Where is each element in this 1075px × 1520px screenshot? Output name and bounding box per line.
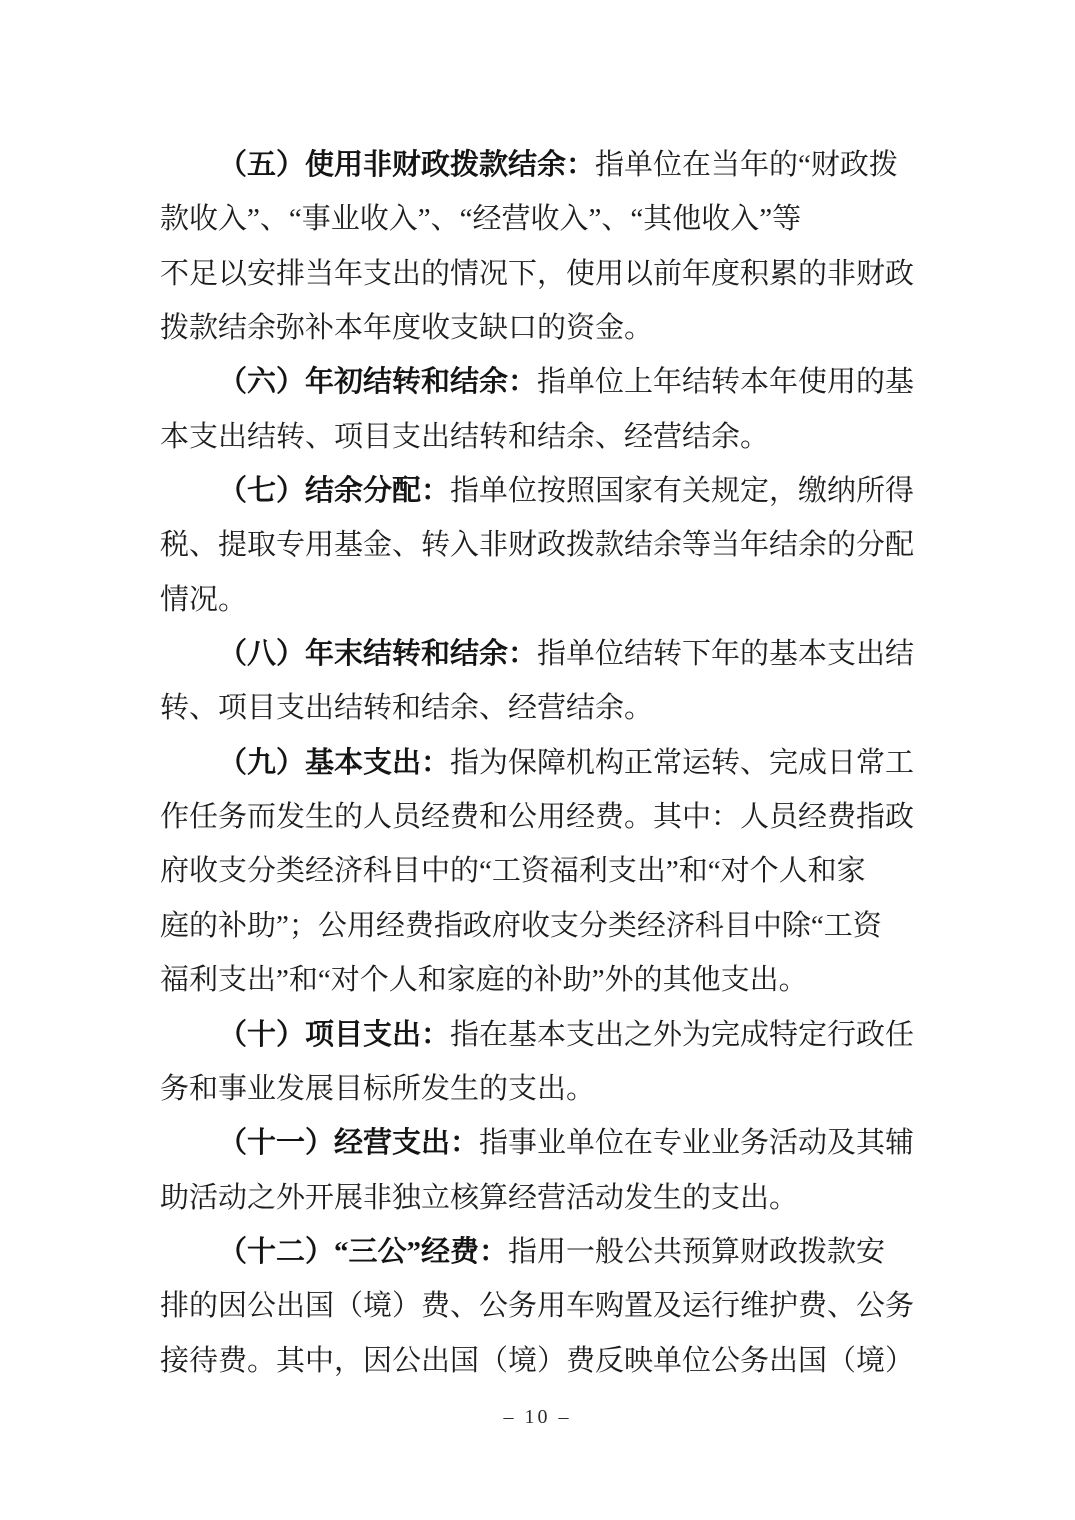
paragraph-text: 指单位在当年的“财政拨 <box>595 149 898 181</box>
paragraph-heading: （十）项目支出： <box>218 1018 451 1051</box>
paragraph-text: 本支出结转、项目支出结转和结余、经营结余。 <box>160 420 770 453</box>
paragraph-heading: （九）基本支出： <box>218 746 451 779</box>
paragraph-heading: （五）使用非财政拨款结余： <box>218 149 596 181</box>
paragraph-text: 府收支分类经济科目中的“工资福利支出”和“对个人和家 <box>160 855 866 888</box>
paragraph-line <box>160 627 920 681</box>
paragraph-text: 税、提取专用基金、转入非财政拨款结余等当年结余的分配 <box>160 529 915 562</box>
paragraph-text: 作任务而发生的人员经费和公用经费。其中：人员经费指政 <box>160 801 915 834</box>
paragraph-line <box>160 953 920 1007</box>
paragraph-line <box>160 844 920 898</box>
paragraph-heading: （八）年末结转和结余： <box>218 638 538 671</box>
paragraph-text: 指在基本支出之外为完成特定行政任 <box>450 1018 915 1051</box>
paragraph-line <box>160 410 920 464</box>
paragraph-text: 指用一般公共预算财政拨款安 <box>508 1235 886 1268</box>
paragraph-text: 情况。 <box>160 583 248 616</box>
paragraph-text: 助活动之外开展非独立核算经营活动发生的支出。 <box>160 1181 799 1214</box>
paragraph-line <box>160 1279 920 1333</box>
paragraph-line <box>160 1225 920 1279</box>
paragraph-text: 指单位结转下年的基本支出结 <box>537 638 915 671</box>
paragraph-text: 福利支出”和“对个人和家庭的补助”外的其他支出。 <box>160 964 808 997</box>
paragraph-line <box>160 790 920 844</box>
paragraph-line <box>160 192 920 246</box>
paragraph-line <box>160 736 920 790</box>
paragraph-line <box>160 1334 920 1388</box>
paragraph-text: 拨款结余弥补本年度收支缺口的资金。 <box>160 312 654 345</box>
paragraph-text: 不足以安排当年支出的情况下，使用以前年度积累的非财政 <box>160 257 915 290</box>
page-number: – 10 – <box>503 1406 572 1428</box>
paragraph-line <box>160 518 920 572</box>
paragraph-text: 接待费。其中，因公出国（境）费反映单位公务出国（境） <box>160 1344 915 1377</box>
paragraph-text: 指单位按照国家有关规定，缴纳所得 <box>450 475 915 508</box>
paragraph-text: 庭的补助”；公用经费指政府收支分类经济科目中除“工资 <box>160 909 882 942</box>
paragraph-text: 指为保障机构正常运转、完成日常工 <box>450 746 915 779</box>
paragraph-text: 务和事业发展目标所发生的支出。 <box>160 1072 596 1105</box>
paragraph-line <box>160 573 920 627</box>
paragraph-line <box>160 1062 920 1116</box>
paragraph-line <box>160 1116 920 1170</box>
paragraph-line <box>160 138 920 192</box>
paragraph-text: 转、项目支出结转和结余、经营结余。 <box>160 692 654 725</box>
paragraph-line <box>160 464 920 518</box>
paragraph-heading: （十二）“三公”经费： <box>218 1235 509 1268</box>
paragraph-line <box>160 1008 920 1062</box>
paragraph-line <box>160 899 920 953</box>
paragraph-line <box>160 247 920 301</box>
paragraph-text: 指事业单位在专业业务活动及其辅 <box>479 1127 915 1160</box>
paragraph-text: 排的因公出国（境）费、公务用车购置及运行维护费、公务 <box>160 1290 915 1323</box>
paragraph-heading: （六）年初结转和结余： <box>218 366 538 399</box>
paragraph-line <box>160 1171 920 1225</box>
paragraph-line <box>160 355 920 409</box>
paragraph-heading: （十一）经营支出： <box>218 1127 480 1160</box>
paragraph-text: 指单位上年结转本年使用的基 <box>537 366 915 399</box>
paragraph-line <box>160 301 920 355</box>
document-body <box>160 138 920 1388</box>
paragraph-heading: （七）结余分配： <box>218 475 451 508</box>
paragraph-line <box>160 681 920 735</box>
paragraph-text: 款收入”、“事业收入”、“经营收入”、“其他收入”等 <box>160 203 802 236</box>
